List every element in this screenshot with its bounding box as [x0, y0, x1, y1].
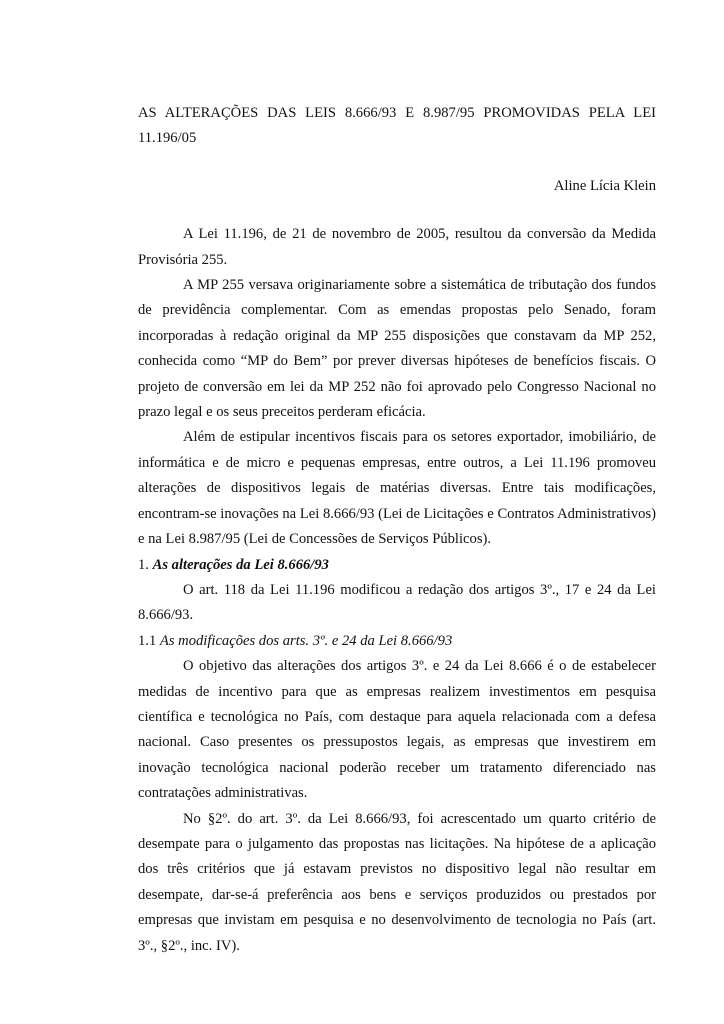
paragraph-3: Além de estipular incentivos fiscais para os setores exportador, imobiliário, de informática e de micro e pequenas empresas, entre outros, a Lei 11.196 promoveu alterações de dispositivos legais de matérias diversas. Entre tais modificações, encontram-se inovações na Lei 8.666/93 (Lei de Licitações e Contratos Administrativos) e na Lei 8.987/95 (Lei de Concessões de Serviços Públicos). — [138, 429, 656, 548]
section-1-title: As alterações da Lei 8.666/93 — [152, 556, 329, 573]
section-1-number: 1. — [138, 556, 149, 573]
section-1-1-paragraph-2: No §2º. do art. 3º. da Lei 8.666/93, foi acrescentado um quarto critério de desempate para o julgamento das propostas nas licitações. Na hipótese de a aplicação dos três critérios que já estavam previstos no dispositivo legal não resultar em desempate, dar-se-á preferência aos bens e serviços produzidos ou prestados por empresas que invistam em pesquisa e no desenvolvimento de tecnologia no País (art. 3º., §2º., inc. IV). — [138, 810, 656, 954]
section-1-1-title: As modificações dos arts. 3º. e 24 da Lei 8.666/93 — [159, 632, 453, 649]
document-page — [138, 101, 656, 959]
document-title: AS ALTERAÇÕES DAS LEIS 8.666/93 E 8.987/95 PROMOVIDAS PELA LEI 11.196/05 — [138, 105, 656, 147]
paragraph-2: A MP 255 versava originariamente sobre a sistemática de tributação dos fundos de previdência complementar. Com as emendas propostas pelo Senado, foram incorporadas à redação original da MP 255 disposições que constavam da MP 252, conhecida como “MP do Bem” por prever diversas hipóteses de benefícios fiscais. O projeto de conversão em lei da MP 252 não foi aprovado pelo Congresso Nacional no prazo legal e os seus preceitos perderam eficácia. — [138, 277, 656, 421]
section-1-1-heading — [138, 629, 656, 654]
section-1-heading — [138, 553, 656, 578]
author-name: Aline Lícia Klein — [553, 177, 656, 194]
section-1-1-number: 1.1 — [138, 632, 157, 649]
section-1-paragraph: O art. 118 da Lei 11.196 modificou a redação dos artigos 3º., 17 e 24 da Lei 8.666/93. — [138, 581, 656, 624]
paragraph-1: A Lei 11.196, de 21 de novembro de 2005, resultou da conversão da Medida Provisória 255. — [138, 226, 656, 268]
section-1-1-paragraph-1: O objetivo das alterações dos artigos 3º. e 24 da Lei 8.666 é o de estabelecer medidas de incentivo para que as empresas realizem investimentos em pesquisa científica e tecnológica no País, com destaque para aquela relacionada com a defesa nacional. Caso presentes os pressupostos legais, as empresas que investirem em inovação tecnológica nacional poderão receber um tratamento diferenciado nas contratações administrativas. — [138, 658, 656, 802]
